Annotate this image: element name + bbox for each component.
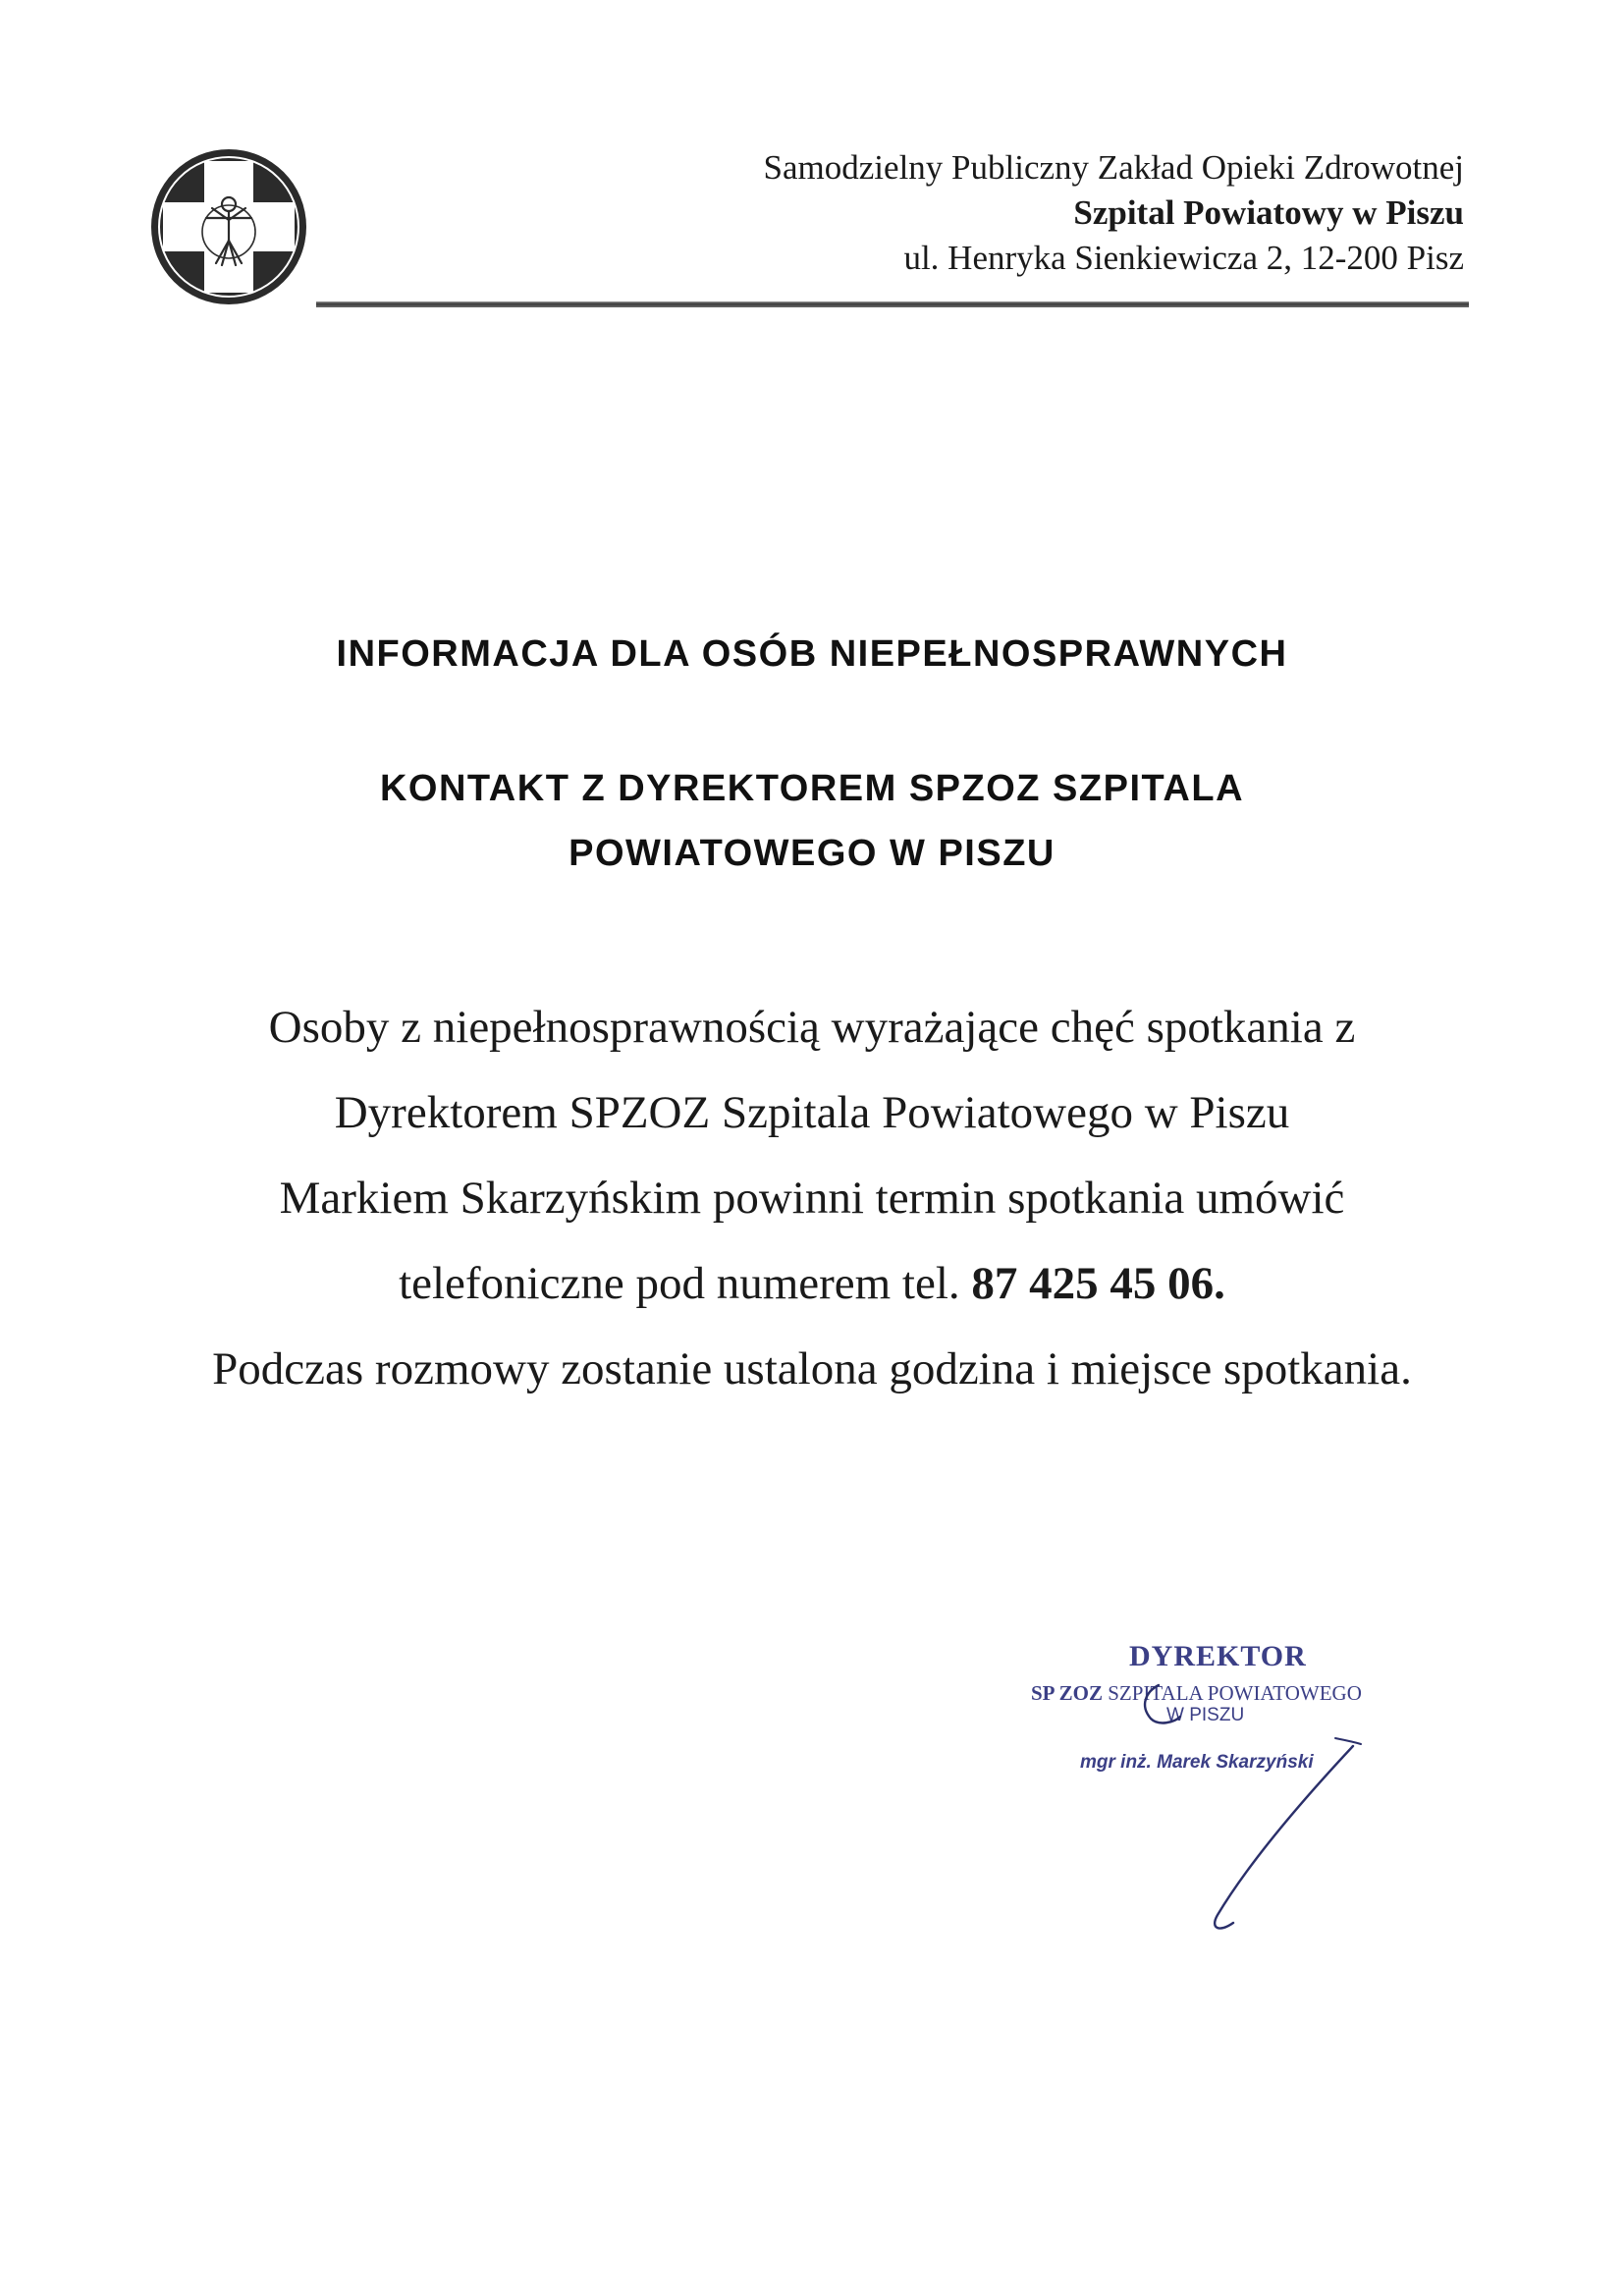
- hospital-name: Szpital Powiatowy w Piszu: [1073, 193, 1464, 232]
- body-line-1: Osoby z niepełnosprawnością wyrażające chęć spotkania z: [268, 1002, 1356, 1053]
- stamp-institution-abbrev: SP ZOZ: [1031, 1681, 1103, 1705]
- director-stamp: [1001, 1640, 1414, 1974]
- stamp-location: W PISZU: [1166, 1705, 1245, 1725]
- document-subtitle: [0, 756, 1624, 886]
- body-paragraph: [0, 985, 1624, 1412]
- phone-number: 87 425 45 06.: [971, 1258, 1225, 1309]
- institution-type: Samodzielny Publiczny Zakład Opieki Zdrowotnej: [763, 148, 1464, 187]
- subtitle-line-2: POWIATOWEGO W PISZU: [568, 833, 1056, 874]
- handwritten-signature: [1001, 1640, 1414, 1974]
- stamp-institution-rest: SZPITALA POWIATOWEGO: [1102, 1681, 1362, 1705]
- stamp-title: DYREKTOR: [1129, 1640, 1307, 1672]
- phone-intro: telefoniczne pod numerem tel.: [399, 1258, 972, 1309]
- body-line-5: Podczas rozmowy zostanie ustalona godzina i miejsce spotkania.: [212, 1343, 1412, 1394]
- hospital-address: ul. Henryka Sienkiewicza 2, 12-200 Pisz: [903, 239, 1464, 277]
- body-line-2: Dyrektorem SPZOZ Szpitala Powiatowego w Piszu: [334, 1087, 1290, 1138]
- hospital-logo-icon: [149, 147, 308, 306]
- header-divider: [316, 301, 1469, 307]
- letterhead: [580, 145, 1464, 281]
- subtitle-line-1: KONTAKT Z DYREKTOREM SPZOZ SZPITALA: [379, 768, 1245, 809]
- body-line-4: [0, 1241, 1624, 1327]
- document-title: INFORMACJA DLA OSÓB NIEPEŁNOSPRAWNYCH: [336, 633, 1288, 675]
- stamp-director-name: mgr inż. Marek Skarzyński: [1080, 1752, 1314, 1773]
- body-line-3: Markiem Skarzyńskim powinni termin spotkania umówić: [279, 1173, 1345, 1224]
